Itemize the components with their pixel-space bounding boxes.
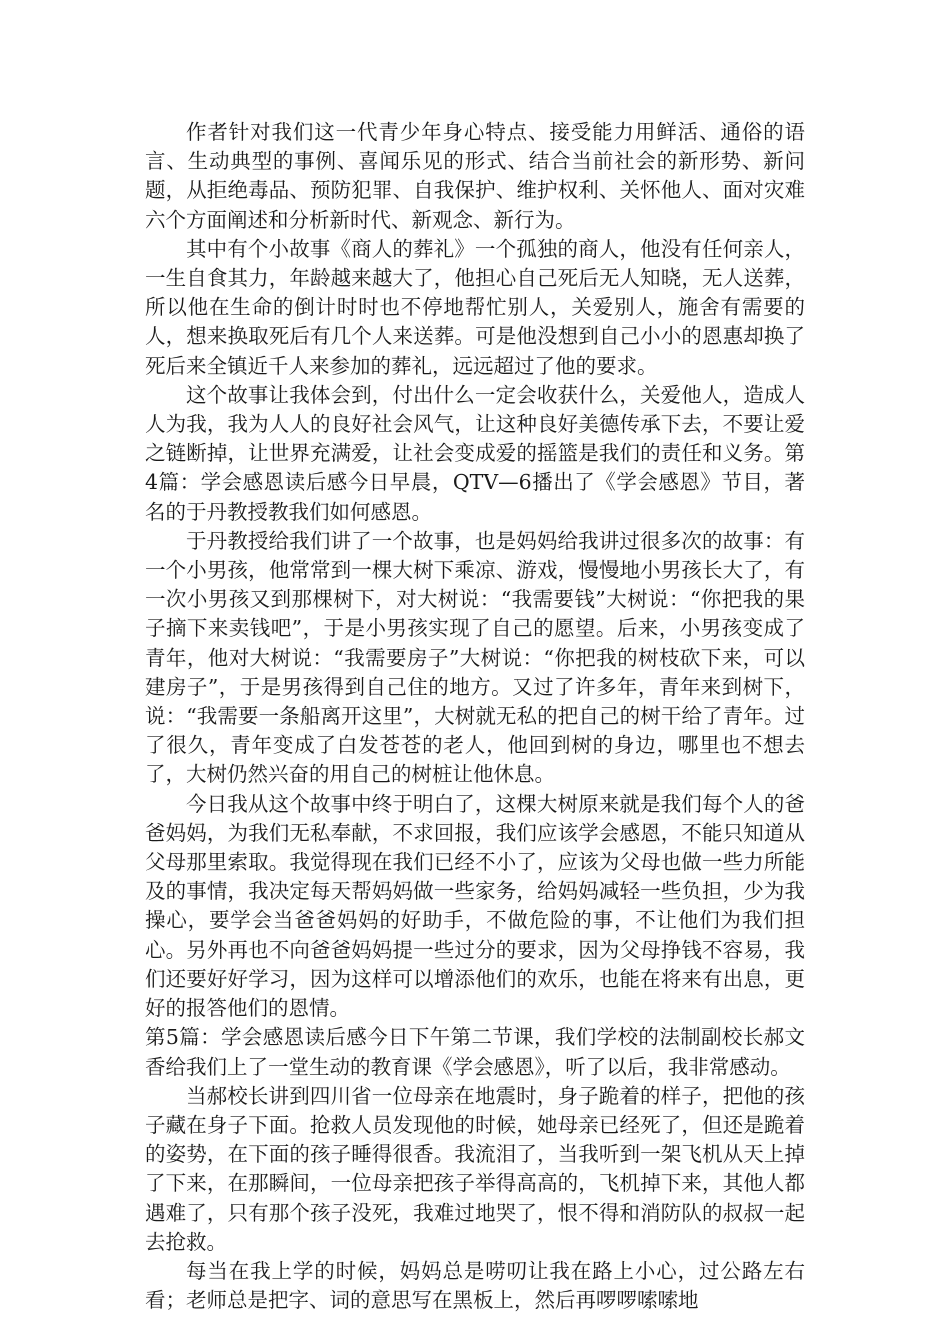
paragraph: 作者针对我们这一代青少年身心特点、接受能力用鲜活、通俗的语言、生动典型的事例、喜闻乐见的形式、结合当前社会的新形势、新问题，从拒绝毒品、预防犯罪、自我保护、维护权利、关怀他人、面对灾难六个方面阐述和分析新时代、新观念、新行为。 [145, 120, 805, 232]
paragraph: 当郝校长讲到四川省一位母亲在地震时，身子跪着的样子，把他的孩子藏在身子下面。抢救人员发现他的时候，她母亲已经死了，但还是跪着的姿势，在下面的孩子睡得很香。我流泪了，当我听到一架飞机从天上掉了下来，在那瞬间，一位母亲把孩子举得高高的，飞机掉下来，其他人都遇难了，只有那个孩子没死，我难过地哭了，恨不得和消防队的叔叔一起去抢救。 [145, 1083, 805, 1254]
paragraph: 于丹教授给我们讲了一个故事，也是妈妈给我讲过很多次的故事：有一个小男孩，他常常到一棵大树下乘凉、游戏，慢慢地小男孩长大了，有一次小男孩又到那棵树下，对大树说：“我需要钱”大树说：“你把我的果子摘下来卖钱吧”，于是小男孩实现了自己的愿望。后来，小男孩变成了青年，他对大树说：“我需要房子”大树说：“你把我的树枝砍下来，可以建房子”，于是男孩得到自己住的地方。又过了许多年，青年来到树下，说：“我需要一条船离开这里”，大树就无私的把自己的树干给了青年。过了很久，青年变成了白发苍苍的老人，他回到树的身边，哪里也不想去了，大树仍然兴奋的用自己的树桩让他休息。 [145, 528, 805, 787]
document-body [145, 118, 805, 1315]
paragraph: 这个故事让我体会到，付出什么一定会收获什么，关爱他人，造成人人为我，我为人人的良好社会风气，让这种良好美德传承下去，不要让爱之链断掉，让世界充满爱，让社会变成爱的摇篮是我们的责任和义务。第4篇：学会感恩读后感今日早晨，QTV—6播出了《学会感恩》节目，著名的于丹教授教我们如何感恩。 [145, 382, 805, 524]
paragraph: 今日我从这个故事中终于明白了，这棵大树原来就是我们每个人的爸爸妈妈，为我们无私奉献，不求回报，我们应该学会感恩，不能只知道从父母那里索取。我觉得现在我们已经不小了，应该为父母也做一些力所能及的事情，我决定每天帮妈妈做一些家务，给妈妈减轻一些负担，少为我操心，要学会当爸爸妈妈的好助手，不做危险的事，不让他们为我们担心。另外再也不向爸爸妈妈提一些过分的要求，因为父母挣钱不容易，我们还要好好学习，因为这样可以增添他们的欢乐，也能在将来有出息，更好的报答他们的恩情。 [145, 791, 805, 1021]
paragraph: 每当在我上学的时候，妈妈总是唠叨让我在路上小心，过公路左右看；老师总是把字、词的意思写在黑板上，然后再啰啰嗦嗦地 [145, 1258, 805, 1313]
paragraph: 第5篇：学会感恩读后感今日下午第二节课，我们学校的法制副校长郝文香给我们上了一堂生动的教育课《学会感恩》，听了以后，我非常感动。 [145, 1025, 805, 1079]
paragraph: 其中有个小故事《商人的葬礼》一个孤独的商人，他没有任何亲人，一生自食其力，年龄越来越大了，他担心自己死后无人知晓，无人送葬，所以他在生命的倒计时时也不停地帮忙别人，关爱别人，施舍有需要的人，想来换取死后有几个人来送葬。可是他没想到自己小小的恩惠却换了死后来全镇近千人来参加的葬礼，远远超过了他的要求。 [145, 236, 805, 378]
